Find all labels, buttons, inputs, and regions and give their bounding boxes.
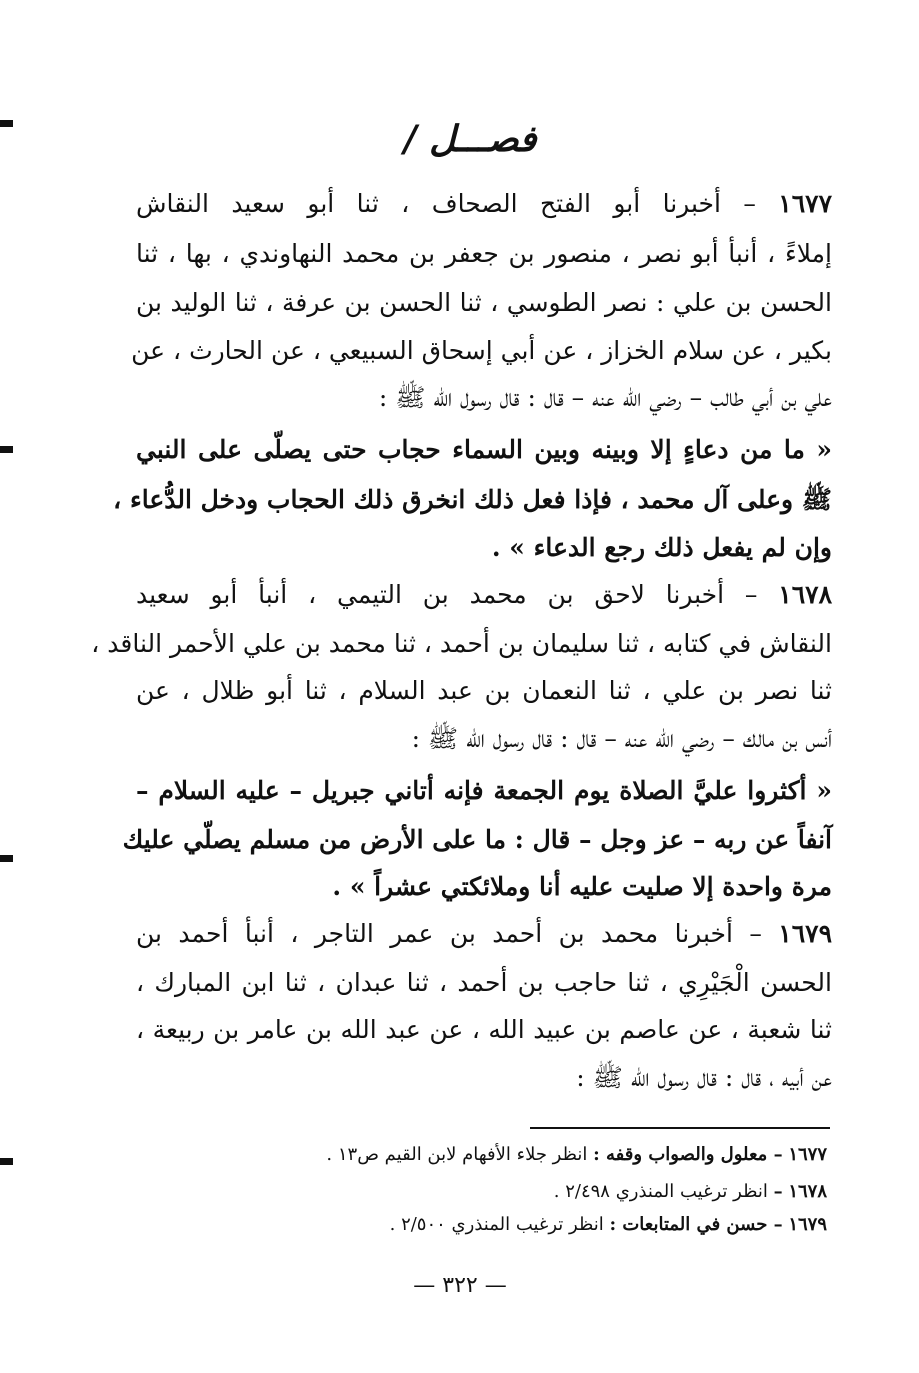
hadith-text-line: آنفاً عن ربه – عز وجل – قال : ما على الأرض من مسلم يصلّي عليك <box>122 825 832 854</box>
text-line: ثنا شعبة ، عن عاصم بن عبيد الله ، عن عبد الله بن عامر بن ربيعة ، <box>136 1015 832 1044</box>
text-line: ١٦٧٨ – أخبرنا لاحق بن محمد بن التيمي ، أنبأ أبو سعيد <box>136 580 832 609</box>
footnote <box>147 1177 827 1207</box>
text-line: بكير ، عن سلام الخزاز ، عن أبي إسحاق السبيعي ، عن الحارث ، عن <box>131 336 832 365</box>
footnote-grade: – <box>773 1181 783 1202</box>
hadith-number: ١٦٧٧ <box>778 189 832 218</box>
text-line: ١٦٧٩ – أخبرنا محمد بن أحمد بن عمر التاجر ، أنبأ أحمد بن <box>136 919 832 948</box>
footnote <box>147 1210 827 1240</box>
hadith-text-line: « ما من دعاءٍ إلا وبينه وبين السماء حجاب حتى يصلّى على النبي <box>136 435 832 464</box>
footnote-divider <box>530 1127 830 1129</box>
hadith-text-line: وإن لم يفعل ذلك رجع الدعاء » . <box>491 533 832 562</box>
section-heading: فصـــل / <box>403 118 537 160</box>
footnote <box>147 1140 827 1170</box>
footnote-number: ١٦٧٨ <box>788 1181 827 1202</box>
page-number: — ٣٢٢ — <box>413 1273 507 1298</box>
footnote-number: ١٦٧٩ <box>788 1214 827 1235</box>
text-line: النقاش في كتابه ، ثنا سليمان بن أحمد ، ثنا محمد بن علي الأحمر الناقد ، <box>91 629 832 658</box>
footnote-grade: – حسن في المتابعات : <box>609 1214 783 1235</box>
text-line: عن أبيه ، قال : قال رسول الله ﷺ : <box>576 1063 832 1092</box>
footnote-text: انظر ترغيب المنذري ٢/٥٠٠ . <box>389 1214 604 1235</box>
footnote-text: انظر جلاء الأفهام لابن القيم ص١٣ . <box>326 1144 588 1165</box>
margin-mark <box>0 1158 13 1165</box>
hadith-number: ١٦٧٨ <box>778 580 832 609</box>
hadith-text-line: مرة واحدة إلا صليت عليه أنا وملائكتي عشراً » . <box>332 872 832 901</box>
text-line: ثنا نصر بن علي ، ثنا النعمان بن عبد السلام ، ثنا أبو ظلال ، عن <box>136 676 832 705</box>
footnote-grade: – معلول والصواب وقفه : <box>593 1144 783 1165</box>
hadith-text-line: ﷺ وعلى آل محمد ، فإذا فعل ذلك انخرق ذلك الحجاب ودخل الدُّعاء ، <box>113 485 832 514</box>
margin-mark <box>0 120 13 127</box>
text-line: إملاءً ، أنبأ أبو نصر ، منصور بن جعفر بن محمد النهاوندي ، بها ، ثنا <box>136 239 832 268</box>
margin-mark <box>0 446 13 453</box>
hadith-number: ١٦٧٩ <box>778 919 832 948</box>
hadith-text-line: « أكثروا عليَّ الصلاة يوم الجمعة فإنه أتاني جبريل – عليه السلام – <box>136 776 832 805</box>
text-line: الحسن بن علي : نصر الطوسي ، ثنا الحسن بن عرفة ، ثنا الوليد بن <box>136 288 832 317</box>
text-line: أنس بن مالك – رضي الله عنه – قال : قال رسول الله ﷺ : <box>411 724 832 753</box>
text-line: الحسن الْجَيْرِي ، ثنا حاجب بن أحمد ، ثنا عبدان ، ثنا ابن المبارك ، <box>136 968 832 997</box>
footnote-number: ١٦٧٧ <box>788 1144 827 1165</box>
text-line: علي بن أبي طالب – رضي الله عنه – قال : قال رسول الله ﷺ : <box>378 383 832 412</box>
margin-mark <box>0 855 13 862</box>
footnote-text: انظر ترغيب المنذري ٢/٤٩٨ . <box>553 1181 768 1202</box>
text-line: ١٦٧٧ – أخبرنا أبو الفتح الصحاف ، ثنا أبو سعيد النقاش <box>136 189 832 218</box>
